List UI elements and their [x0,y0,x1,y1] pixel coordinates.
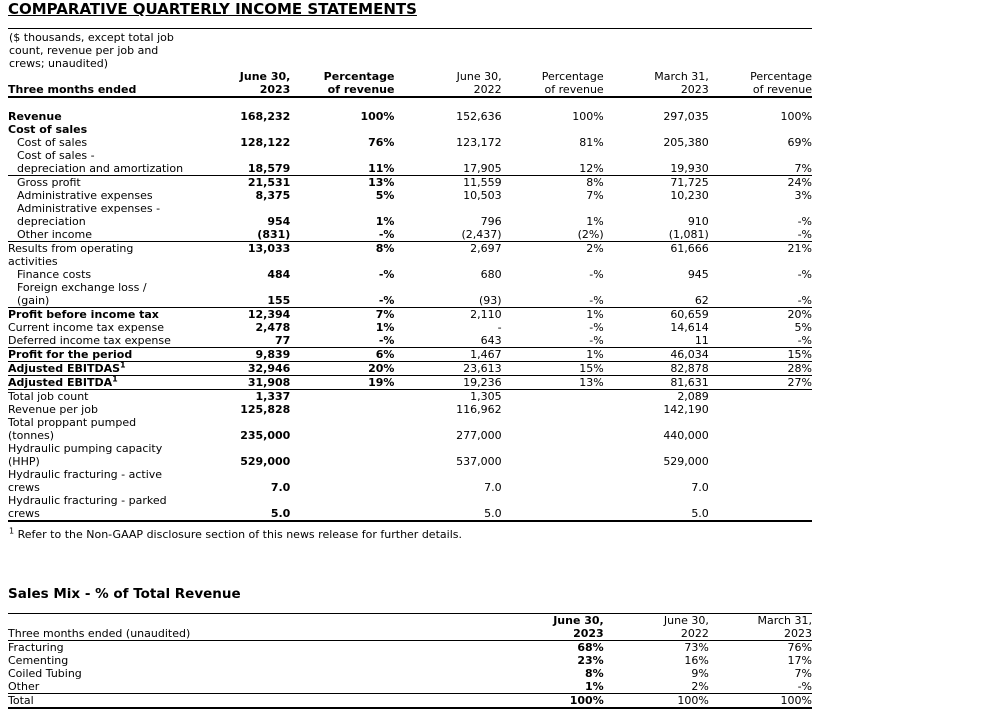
row-label: Foreign exchange loss / (gain) [8,281,231,308]
row-header-label: Three months ended [8,70,231,97]
table-row [8,468,812,494]
cell-value: 21% [787,242,812,255]
table-row [8,268,812,281]
cell-value [709,442,812,468]
cell-value: 5% [794,321,812,334]
row-label: Total [8,694,542,709]
cell-value: 13% [502,376,604,390]
row-label: Revenue [8,110,62,123]
cell-value: (1,081) [604,228,709,242]
table-row [8,97,812,123]
cell-value: 1,337 [255,390,291,403]
cell-value: 440,000 [663,429,709,442]
row-label: Administrative expenses - depreciation [17,202,161,228]
cell-value: 46,034 [604,348,709,362]
cell-value: 8,375 [255,189,291,202]
cell-value: -% [589,268,604,281]
table-row [8,667,812,680]
table-row [8,123,812,136]
cell-value: 9,839 [231,348,290,362]
row-label: Cost of sales [8,123,88,136]
cell-value [290,494,394,521]
table-row [8,442,812,468]
cell-value [502,390,604,404]
cell-value: 32,946 [231,362,290,376]
cell-value [709,390,812,404]
cell-value: 5.0 [394,494,501,521]
row-label: Profit before income tax [8,308,159,321]
table-row [8,641,812,655]
row-label: Adjusted EBITDA$^1$ [8,376,231,390]
cell-value: 8% [585,667,604,680]
row-label: Revenue per job [8,403,98,416]
table-note: ($ thousands, except total job count, revenue per job and crews; unaudited) [9,31,174,70]
row-label: Results from operating activities [8,242,134,268]
cell-value: 7.0 [484,481,502,494]
cell-value: 1% [502,348,604,362]
table-row [8,680,812,694]
cell-value: 3% [794,189,812,202]
cell-value: 68% [577,641,604,654]
sales-mix-head [8,614,812,641]
table-row [8,308,812,322]
row-label: Finance costs [17,268,92,281]
cell-value: (93) [394,281,501,308]
cell-value: 1% [586,308,604,321]
cell-value: 12,394 [247,308,291,321]
table-row [8,189,812,202]
cell-value: - [497,321,502,334]
cell-value: 1,305 [470,390,502,403]
row-label: Adjusted EBITDAS$^1$ [8,362,231,376]
cell-value: 5.0 [604,494,709,521]
cell-value: 10,230 [670,189,709,202]
cell-value: 24% [787,176,812,189]
column-header: Percentage of revenue [290,70,394,97]
income-table-body [8,97,812,521]
cell-value: 205,380 [663,136,709,149]
cell-value: (2,437) [394,228,501,242]
cell-value: 17,905 [394,149,501,176]
cell-value: 2,089 [677,390,709,403]
cell-value: 2,697 [470,242,502,255]
cell-value: 297,035 [663,110,709,123]
cell-value: -% [589,321,604,334]
cell-value: 62 [604,281,709,308]
cell-value: (2%) [502,228,604,242]
cell-value: 2,478 [255,321,291,334]
cell-value: 73% [684,641,709,654]
cell-value: 9% [691,667,709,680]
cell-value: 100% [780,110,812,123]
table-row [8,136,812,149]
cell-value: 15% [709,348,812,362]
cell-value: 910 [687,215,709,228]
cell-value: 7% [586,189,604,202]
cell-value: 100% [709,694,812,709]
row-label: Hydraulic fracturing - active crews [8,468,163,494]
cell-value: 277,000 [456,429,502,442]
table-row [8,334,812,348]
cell-value: 100% [360,110,395,123]
cell-value [709,494,812,521]
cell-value: 7% [794,667,812,680]
cell-value: 5.0 [231,494,290,521]
table-row [8,416,812,442]
cell-value: 81,631 [604,376,709,390]
cell-value [290,123,394,136]
row-label: Cost of sales - depreciation and amortization [8,149,231,176]
cell-value: 76% [368,136,395,149]
cell-value: 123,172 [456,136,502,149]
cell-value: -% [502,334,604,348]
cell-value: -% [797,215,812,228]
cell-value: 1% [542,680,604,694]
table-row [8,376,812,390]
cell-value: 100% [542,694,604,709]
cell-value: -% [709,228,812,242]
cell-value [290,416,394,442]
cell-value: 235,000 [240,429,291,442]
cell-value: 15% [502,362,604,376]
column-header: June 30, 2022 [604,614,709,641]
cell-value [290,390,394,404]
cell-value [502,442,604,468]
table-row [8,202,812,228]
cell-value: 28% [709,362,812,376]
table-row [8,694,812,709]
cell-value [502,123,604,136]
row-label: Profit for the period [8,348,231,362]
superscript: 1 [120,360,126,370]
footnote [9,528,1003,541]
table-row [8,242,812,269]
column-header: March 31, 2023 [604,70,709,97]
superscript: 1 [112,374,118,384]
page-title: COMPARATIVE QUARTERLY INCOME STATEMENTS [8,0,417,18]
column-header: June 30, 2023 [542,614,604,641]
row-label: Coiled Tubing [8,667,82,680]
cell-value: 116,962 [456,403,502,416]
cell-value [290,403,394,416]
sales-mix-header-row [8,614,812,641]
cell-value: 142,190 [663,403,709,416]
cell-value: 82,878 [604,362,709,376]
cell-value: 23,613 [394,362,501,376]
cell-value: 954 [267,215,291,228]
cell-value: -% [290,334,394,348]
cell-value [709,403,812,416]
row-label: Cementing [8,654,69,667]
cell-value: 2,110 [470,308,502,321]
sales-mix-body [8,641,812,709]
cell-value [290,468,394,494]
cell-value: 19,236 [394,376,501,390]
cell-value: 10,503 [463,189,502,202]
cell-value [502,494,604,521]
cell-value: 128,122 [240,136,291,149]
cell-value: 155 [231,281,290,308]
cell-value: (831) [231,228,290,242]
cell-value: 1% [375,215,395,228]
footnote-text: Refer to the Non-GAAP disclosure section of this news release for further details. [14,528,462,541]
cell-value: 19,930 [604,149,709,176]
cell-value: 27% [709,376,812,390]
cell-value: 643 [394,334,501,348]
cell-value: 7% [375,308,395,321]
cell-value: 23% [577,654,604,667]
cell-value: 21,531 [247,176,291,189]
cell-value: 19% [290,376,394,390]
cell-value: 529,000 [240,455,291,468]
cell-value [502,468,604,494]
cell-value: -% [709,680,812,694]
cell-value: 6% [290,348,394,362]
cell-value [231,123,290,136]
cell-value: 18,579 [231,149,290,176]
cell-value: -% [709,281,812,308]
cell-value: -% [797,268,812,281]
row-label: Hydraulic pumping capacity (HHP) [8,442,163,468]
row-header-label: Three months ended (unaudited) [8,614,542,641]
table-row [8,176,812,190]
cell-value: 81% [579,136,604,149]
cell-value: -% [378,268,395,281]
cell-value: 76% [787,641,812,654]
cell-value: 77 [231,334,290,348]
cell-value: 60,659 [670,308,709,321]
table-note-row [8,29,812,71]
cell-value: 7.0 [691,481,709,494]
cell-value: 168,232 [240,110,291,123]
row-label: Fracturing [8,641,64,654]
cell-value: 8% [375,242,395,255]
sales-mix-title: Sales Mix - % of Total Revenue [8,586,241,602]
cell-value: -% [502,281,604,308]
cell-value: -% [709,334,812,348]
table-row [8,494,812,521]
row-label: Cost of sales [17,136,88,149]
cell-value: 14,614 [670,321,709,334]
cell-value: 20% [787,308,812,321]
cell-value [502,403,604,416]
row-label: Total job count [8,390,89,403]
cell-value: 1% [586,215,604,228]
column-header: Percentage of revenue [709,70,812,97]
sales-mix-table [8,613,812,709]
income-table-head [8,29,812,98]
cell-value: 2% [586,242,604,255]
cell-value: 680 [480,268,502,281]
cell-value: -% [290,228,394,242]
row-label: Administrative expenses [17,189,153,202]
cell-value: 537,000 [456,455,502,468]
cell-value [709,468,812,494]
footnote-superscript: 1 [9,526,15,536]
cell-value: 796 [480,215,502,228]
table-row [8,362,812,376]
row-label: Current income tax expense [8,321,164,334]
cell-value: 11,559 [463,176,502,189]
cell-value: 100% [572,110,604,123]
column-header: June 30, 2022 [394,70,501,97]
cell-value: 71,725 [670,176,709,189]
table-row [8,654,812,667]
row-label: Total proppant pumped (tonnes) [8,416,137,442]
cell-value [709,123,812,136]
cell-value: 11% [290,149,394,176]
cell-value: 7% [709,149,812,176]
table-row [8,149,812,176]
cell-value: 125,828 [240,403,291,416]
cell-value: 5% [375,189,395,202]
column-header: June 30, 2023 [231,70,290,97]
cell-value: 31,908 [231,376,290,390]
table-row [8,281,812,308]
cell-value: 8% [586,176,604,189]
cell-value: 13,033 [247,242,291,255]
cell-value: 152,636 [456,110,502,123]
cell-value [394,123,501,136]
income-header-row [8,70,812,97]
cell-value: 12% [502,149,604,176]
row-label: Deferred income tax expense [8,334,231,348]
cell-value: 7.0 [270,481,291,494]
cell-value [604,123,709,136]
table-row [8,321,812,334]
cell-value: 945 [687,268,709,281]
cell-value: 11 [604,334,709,348]
cell-value [709,416,812,442]
cell-value: 17% [787,654,812,667]
column-header: March 31, 2023 [709,614,812,641]
cell-value: 13% [368,176,395,189]
cell-value: 16% [684,654,709,667]
cell-value: 69% [787,136,812,149]
cell-value: 1,467 [394,348,501,362]
row-label: Hydraulic fracturing - parked crews [8,494,231,521]
row-label: Other income [8,228,231,242]
cell-value: 20% [290,362,394,376]
table-row [8,390,812,404]
cell-value [502,416,604,442]
cell-value: 484 [267,268,291,281]
cell-value: 529,000 [663,455,709,468]
cell-value: 100% [604,694,709,709]
cell-value [290,442,394,468]
cell-value: 2% [604,680,709,694]
income-statement-table [8,28,812,522]
row-label: Other [8,680,542,694]
row-label: Gross profit [17,176,81,189]
table-row [8,403,812,416]
cell-value: -% [290,281,394,308]
cell-value: 1% [375,321,395,334]
table-row [8,348,812,362]
cell-value: 61,666 [670,242,709,255]
column-header: Percentage of revenue [502,70,604,97]
table-row [8,228,812,242]
